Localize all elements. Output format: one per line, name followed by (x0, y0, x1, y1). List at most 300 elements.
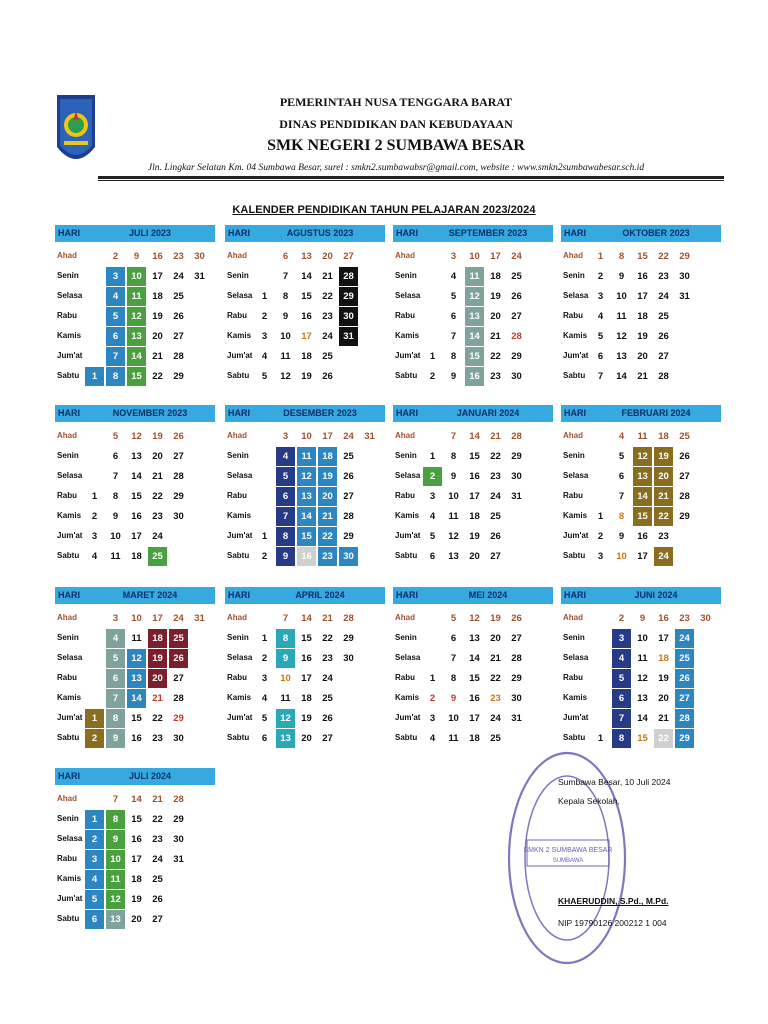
day-name-label: Sabtu (563, 733, 586, 742)
date-cell: 2 (597, 271, 604, 282)
date-cell: 23 (173, 251, 184, 262)
signature-name: KHAERUDDIN, S.Pd., M.Pd. (558, 896, 669, 906)
date-cell: 7 (612, 709, 631, 728)
date-cell: 25 (322, 351, 333, 362)
day-name-label: Sabtu (395, 733, 418, 742)
date-cell: 12 (469, 613, 480, 624)
date-cell: 5 (429, 531, 436, 542)
date-cell: 20 (654, 467, 673, 486)
date-cell: 5 (85, 890, 104, 909)
date-cell: 26 (152, 894, 163, 905)
date-cell: 30 (173, 511, 184, 522)
date-cell: 18 (152, 291, 163, 302)
date-cell: 21 (152, 351, 163, 362)
date-cell: 5 (112, 431, 119, 442)
day-name-label: Sabtu (57, 371, 80, 380)
date-cell: 17 (301, 331, 312, 342)
day-name-label: Rabu (563, 673, 583, 682)
header-government: PEMERINTAH NUSA TENGGARA BARAT (279, 95, 513, 109)
date-cell: 10 (637, 633, 648, 644)
date-cell: 28 (173, 471, 184, 482)
day-name-label: Selasa (57, 471, 83, 480)
day-name-label: Kamis (563, 331, 588, 340)
date-cell: 16 (152, 251, 163, 262)
date-cell: 27 (173, 673, 184, 684)
month-juli-2024 (55, 768, 215, 928)
date-cell: 25 (343, 451, 354, 462)
date-cell: 27 (511, 633, 522, 644)
date-cell: 13 (106, 910, 125, 929)
date-cell: 18 (658, 431, 669, 442)
date-cell: 20 (322, 251, 333, 262)
date-cell: 14 (465, 327, 484, 346)
date-cell: 6 (106, 327, 125, 346)
date-cell: 4 (429, 511, 436, 522)
date-cell: 29 (511, 351, 522, 362)
date-cell: 7 (618, 491, 625, 502)
date-cell: 20 (469, 551, 480, 562)
date-cell: 5 (618, 451, 625, 462)
header-address: Jln. Lingkar Selatan Km. 04 Sumbawa Besar, surel : smkn2.sumbawabsr@gmail.com, website : www.smkn2sumbawabesar.sch.id (147, 162, 645, 173)
date-cell: 21 (658, 713, 669, 724)
date-cell: 29 (679, 251, 690, 262)
day-name-label: Selasa (227, 653, 253, 662)
date-cell: 4 (276, 447, 295, 466)
date-cell: 22 (152, 713, 163, 724)
date-cell: 15 (469, 673, 480, 684)
date-cell: 6 (85, 910, 104, 929)
date-cell: 18 (469, 733, 480, 744)
date-cell: 18 (637, 311, 648, 322)
day-name-label: Selasa (57, 834, 83, 843)
date-cell: 5 (276, 467, 295, 486)
date-cell: 29 (173, 371, 184, 382)
date-cell: 7 (450, 431, 457, 442)
day-name-label: Selasa (563, 471, 589, 480)
day-name-label: Senin (57, 271, 79, 280)
date-cell: 1 (429, 351, 436, 362)
date-cell: 19 (152, 311, 163, 322)
day-name-label: Rabu (563, 311, 583, 320)
date-cell: 24 (173, 613, 184, 624)
date-cell: 27 (511, 311, 522, 322)
day-name-label: Selasa (563, 291, 589, 300)
date-cell: 29 (675, 729, 694, 748)
date-cell: 15 (637, 733, 648, 744)
date-cell: 22 (322, 291, 333, 302)
month-header (225, 587, 385, 604)
date-cell: 6 (612, 689, 631, 708)
day-name-label: Selasa (57, 653, 83, 662)
day-name-label: Ahad (395, 251, 415, 260)
date-cell: 12 (131, 431, 142, 442)
day-name-label: Rabu (57, 673, 77, 682)
day-name-label: Senin (227, 271, 249, 280)
day-name-label: Ahad (563, 251, 583, 260)
month-name: AGUSTUS 2023 (286, 228, 354, 238)
month-header (55, 768, 215, 785)
date-cell: 26 (675, 669, 694, 688)
date-cell: 25 (490, 511, 501, 522)
date-cell: 30 (194, 251, 205, 262)
date-cell: 15 (637, 251, 648, 262)
date-cell: 5 (612, 669, 631, 688)
date-cell: 16 (658, 613, 669, 624)
date-cell: 30 (511, 471, 522, 482)
month-januari-2024 (393, 405, 553, 565)
day-name-label: Senin (395, 633, 417, 642)
month-header (55, 225, 215, 242)
day-name-label: Rabu (57, 854, 77, 863)
day-name-label: Rabu (395, 491, 415, 500)
date-cell: 29 (343, 531, 354, 542)
date-cell: 2 (618, 613, 625, 624)
date-cell: 25 (169, 629, 188, 648)
date-cell: 17 (637, 551, 648, 562)
date-cell: 5 (450, 613, 457, 624)
date-cell: 22 (490, 351, 501, 362)
day-name-label: Senin (395, 451, 417, 460)
day-name-label: Sabtu (227, 371, 250, 380)
day-name-label: Jum'at (395, 351, 421, 360)
date-cell: 19 (654, 447, 673, 466)
date-cell: 15 (301, 291, 312, 302)
date-cell: 18 (490, 271, 501, 282)
date-cell: 7 (112, 794, 119, 805)
date-cell: 18 (131, 874, 142, 885)
day-name-label: Jum'at (57, 531, 83, 540)
date-cell: 11 (106, 870, 125, 889)
month-name: JULI 2023 (128, 228, 172, 238)
date-cell: 12 (106, 890, 125, 909)
date-cell: 8 (112, 491, 119, 502)
day-name-label: Selasa (563, 653, 589, 662)
date-cell: 25 (173, 291, 184, 302)
date-cell: 2 (91, 511, 98, 522)
date-cell: 14 (301, 613, 312, 624)
date-cell: 9 (639, 613, 646, 624)
date-cell: 31 (173, 854, 184, 865)
date-cell: 18 (301, 351, 312, 362)
date-cell: 14 (127, 689, 146, 708)
date-cell: 3 (429, 491, 436, 502)
day-name-label: Kamis (57, 511, 82, 520)
day-name-label: Sabtu (57, 733, 80, 742)
month-februari-2024 (561, 405, 721, 565)
date-cell: 1 (429, 451, 436, 462)
hari-label: HARI (396, 228, 418, 238)
date-cell: 22 (318, 527, 337, 546)
date-cell: 1 (597, 511, 604, 522)
date-cell: 6 (618, 471, 625, 482)
date-cell: 16 (297, 547, 316, 566)
day-name-label: Rabu (227, 311, 247, 320)
day-name-label: Senin (563, 271, 585, 280)
day-name-label: Senin (57, 451, 79, 460)
date-cell: 19 (148, 649, 167, 668)
date-cell: 6 (106, 669, 125, 688)
date-cell: 20 (152, 331, 163, 342)
date-cell: 31 (511, 713, 522, 724)
date-cell: 14 (469, 431, 480, 442)
date-cell: 31 (194, 271, 205, 282)
month-header (225, 405, 385, 422)
hari-label: HARI (396, 590, 418, 600)
date-cell: 8 (276, 629, 295, 648)
day-name-label: Rabu (563, 491, 583, 500)
date-cell: 24 (490, 491, 501, 502)
hari-label: HARI (564, 590, 586, 600)
date-cell: 7 (450, 331, 457, 342)
date-cell: 6 (276, 487, 295, 506)
date-cell: 22 (152, 371, 163, 382)
date-cell: 4 (106, 287, 125, 306)
day-name-label: Sabtu (57, 551, 80, 560)
date-cell: 12 (280, 371, 291, 382)
date-cell: 6 (597, 351, 604, 362)
day-name-label: Kamis (395, 511, 420, 520)
date-cell: 20 (318, 487, 337, 506)
month-oktober-2023 (561, 225, 721, 385)
date-cell: 8 (450, 351, 457, 362)
date-cell: 5 (106, 307, 125, 326)
day-name-label: Kamis (395, 331, 420, 340)
date-cell: 4 (261, 351, 268, 362)
date-cell: 2 (423, 467, 442, 486)
date-cell: 30 (679, 271, 690, 282)
date-cell: 28 (173, 693, 184, 704)
day-name-label: Jum'at (563, 351, 589, 360)
date-cell: 7 (106, 347, 125, 366)
date-cell: 27 (322, 733, 333, 744)
day-name-label: Sabtu (395, 551, 418, 560)
date-cell: 15 (131, 814, 142, 825)
date-cell: 4 (106, 629, 125, 648)
date-cell: 9 (618, 271, 625, 282)
date-cell: 23 (322, 653, 333, 664)
date-cell: 13 (276, 729, 295, 748)
date-cell: 2 (85, 729, 104, 748)
date-cell: 24 (490, 713, 501, 724)
month-april-2024 (225, 587, 385, 747)
date-cell: 28 (173, 794, 184, 805)
date-cell: 14 (616, 371, 627, 382)
date-cell: 3 (612, 629, 631, 648)
month-header (561, 587, 721, 604)
date-cell: 18 (469, 511, 480, 522)
date-cell: 6 (112, 451, 119, 462)
date-cell: 1 (261, 531, 268, 542)
date-cell: 11 (127, 287, 146, 306)
date-cell: 10 (280, 331, 291, 342)
date-cell: 10 (110, 531, 121, 542)
date-cell: 10 (301, 431, 312, 442)
date-cell: 16 (301, 311, 312, 322)
date-cell: 7 (450, 653, 457, 664)
date-cell: 1 (597, 733, 604, 744)
month-name: FEBRUARI 2024 (621, 408, 691, 418)
month-november-2023 (55, 405, 215, 565)
date-cell: 24 (152, 854, 163, 865)
month-name: OKTOBER 2023 (622, 228, 690, 238)
date-cell: 1 (91, 491, 98, 502)
date-cell: 24 (322, 331, 333, 342)
date-cell: 2 (597, 531, 604, 542)
date-cell: 13 (301, 251, 312, 262)
date-cell: 6 (450, 633, 457, 644)
day-name-label: Selasa (395, 291, 421, 300)
date-cell: 24 (343, 431, 354, 442)
date-cell: 7 (282, 271, 289, 282)
date-cell: 20 (490, 633, 501, 644)
date-cell: 10 (469, 251, 480, 262)
day-name-label: Sabtu (563, 551, 586, 560)
date-cell: 15 (297, 527, 316, 546)
date-cell: 10 (106, 850, 125, 869)
date-cell: 31 (194, 613, 205, 624)
date-cell: 16 (131, 834, 142, 845)
date-cell: 21 (490, 431, 501, 442)
day-name-label: Kamis (57, 693, 82, 702)
hari-label: HARI (396, 408, 418, 418)
stamp-sub-text: SUMBAWA (552, 858, 584, 864)
month-header (561, 225, 721, 242)
date-cell: 21 (322, 613, 333, 624)
day-name-label: Ahad (227, 251, 247, 260)
date-cell: 1 (85, 810, 104, 829)
date-cell: 13 (633, 467, 652, 486)
hari-label: HARI (58, 408, 80, 418)
date-cell: 4 (91, 551, 98, 562)
date-cell: 4 (612, 649, 631, 668)
month-name: MARET 2024 (122, 590, 178, 600)
day-name-label: Jum'at (57, 351, 83, 360)
month-name: SEPTEMBER 2023 (448, 228, 528, 238)
date-cell: 11 (637, 653, 648, 664)
date-cell: 28 (679, 491, 690, 502)
hari-label: HARI (228, 590, 250, 600)
date-cell: 22 (654, 729, 673, 748)
day-name-label: Ahad (57, 251, 77, 260)
day-name-label: Senin (563, 633, 585, 642)
day-name-label: Jum'at (227, 531, 253, 540)
date-cell: 4 (429, 733, 436, 744)
date-cell: 10 (448, 713, 459, 724)
date-cell: 22 (490, 673, 501, 684)
day-name-label: Rabu (227, 673, 247, 682)
date-cell: 15 (633, 507, 652, 526)
date-cell: 14 (301, 271, 312, 282)
header-rule-thin (98, 180, 724, 181)
date-cell: 23 (322, 311, 333, 322)
date-cell: 26 (490, 531, 501, 542)
date-cell: 26 (322, 371, 333, 382)
date-cell: 27 (343, 491, 354, 502)
date-cell: 29 (173, 713, 184, 724)
date-cell: 28 (339, 267, 358, 286)
date-cell: 24 (654, 547, 673, 566)
date-cell: 21 (637, 371, 648, 382)
date-cell: 11 (448, 511, 459, 522)
date-cell: 19 (469, 531, 480, 542)
day-name-label: Ahad (395, 613, 415, 622)
month-name: JUNI 2024 (634, 590, 678, 600)
date-cell: 23 (152, 511, 163, 522)
month-mei-2024 (393, 587, 553, 747)
date-cell: 9 (276, 649, 295, 668)
day-name-label: Sabtu (227, 733, 250, 742)
date-cell: 26 (169, 649, 188, 668)
date-cell: 30 (511, 693, 522, 704)
date-cell: 3 (597, 291, 604, 302)
date-cell: 17 (152, 613, 163, 624)
header-school-name: SMK NEGERI 2 SUMBAWA BESAR (267, 137, 525, 154)
date-cell: 16 (465, 367, 484, 386)
date-cell: 3 (91, 531, 98, 542)
date-cell: 16 (131, 511, 142, 522)
day-name-label: Selasa (227, 471, 253, 480)
date-cell: 27 (173, 451, 184, 462)
date-cell: 16 (469, 471, 480, 482)
date-cell: 24 (511, 251, 522, 262)
date-cell: 9 (450, 471, 457, 482)
date-cell: 7 (276, 507, 295, 526)
day-name-label: Kamis (57, 331, 82, 340)
date-cell: 26 (343, 471, 354, 482)
date-cell: 28 (658, 371, 669, 382)
date-cell: 12 (127, 649, 146, 668)
date-cell: 23 (679, 613, 690, 624)
date-cell: 24 (173, 271, 184, 282)
date-cell: 7 (112, 471, 119, 482)
date-cell: 2 (261, 311, 268, 322)
date-cell: 1 (261, 291, 268, 302)
date-cell: 5 (261, 713, 268, 724)
date-cell: 20 (490, 311, 501, 322)
date-cell: 30 (339, 307, 358, 326)
date-cell: 8 (106, 709, 125, 728)
day-name-label: Senin (563, 451, 585, 460)
day-name-label: Ahad (227, 613, 247, 622)
date-cell: 17 (131, 854, 142, 865)
date-cell: 10 (448, 491, 459, 502)
date-cell: 9 (106, 729, 125, 748)
date-cell: 8 (618, 251, 625, 262)
month-name: NOVEMBER 2023 (112, 408, 188, 418)
stamp-center-text: SMKN 2 SUMBAWA BESAR (523, 847, 613, 854)
date-cell: 11 (465, 267, 484, 286)
date-cell: 15 (127, 367, 146, 386)
date-cell: 14 (127, 347, 146, 366)
date-cell: 13 (616, 351, 627, 362)
date-cell: 18 (318, 447, 337, 466)
date-cell: 12 (616, 331, 627, 342)
date-cell: 12 (637, 673, 648, 684)
month-header (55, 587, 215, 604)
day-name-label: Ahad (57, 431, 77, 440)
date-cell: 24 (152, 531, 163, 542)
date-cell: 5 (450, 291, 457, 302)
day-name-label: Jum'at (395, 531, 421, 540)
date-cell: 13 (131, 451, 142, 462)
date-cell: 8 (106, 810, 125, 829)
day-name-label: Selasa (227, 291, 253, 300)
day-name-label: Senin (395, 271, 417, 280)
date-cell: 26 (511, 613, 522, 624)
date-cell: 13 (469, 633, 480, 644)
date-cell: 11 (297, 447, 316, 466)
date-cell: 15 (469, 451, 480, 462)
